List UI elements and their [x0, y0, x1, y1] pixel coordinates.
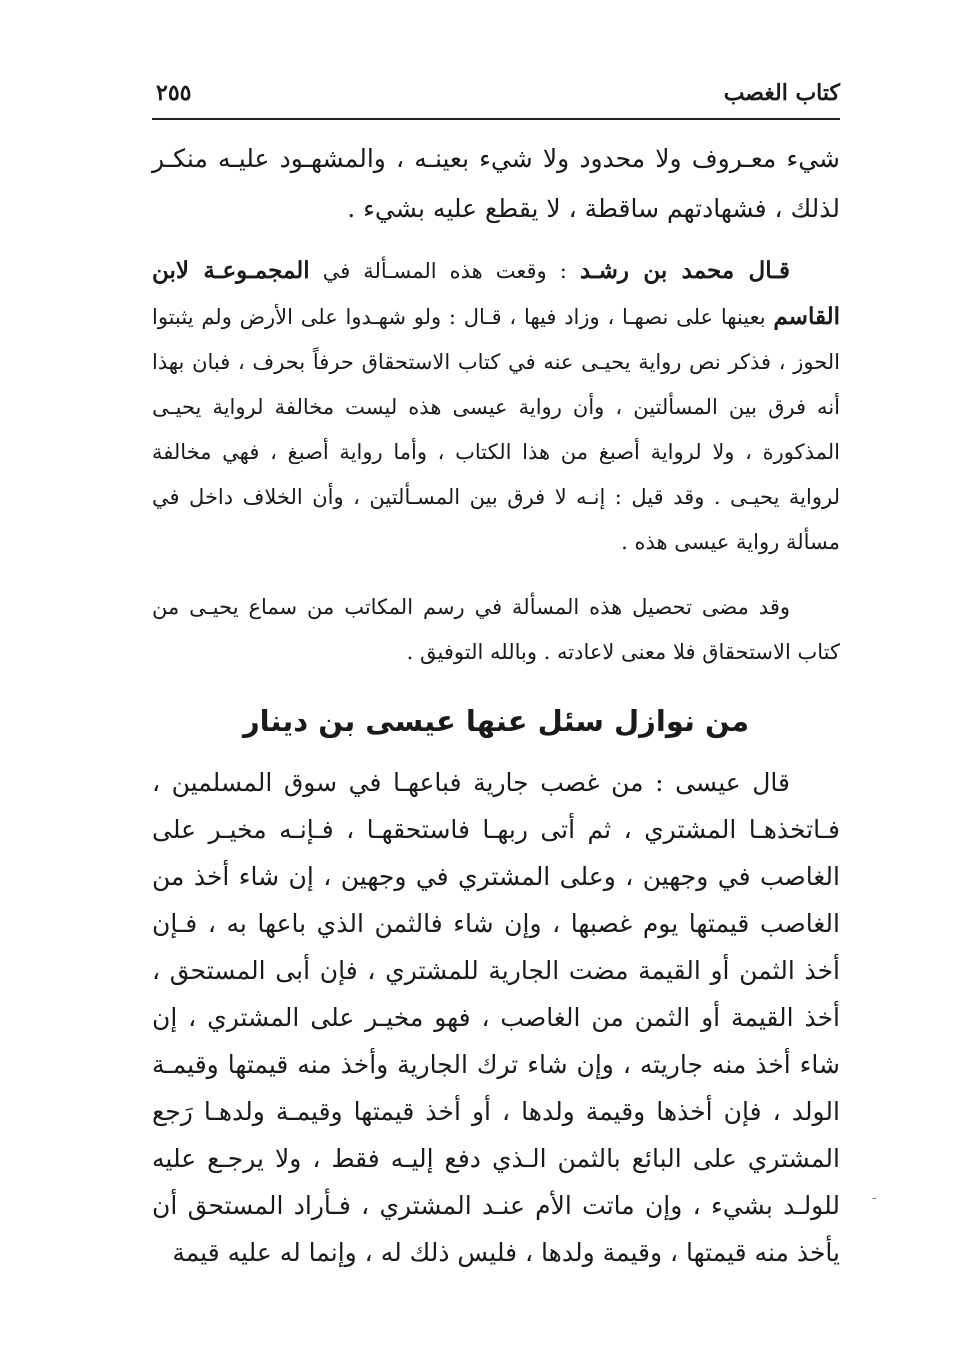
body-text	[152, 134, 840, 1276]
section-heading: من نوازل سئل عنها عيسى بن دينار	[242, 704, 750, 738]
paragraph-2-text-a: : وقعت هذه المسـألة في	[309, 259, 580, 283]
running-title: كتاب الغصب	[723, 80, 840, 106]
paragraph-5: قال عيسى : من غصب جارية فباعهـا في سوق المسلمين ، فـاتخذهـا المشتري ، ثم أتى ربهـا فاستحقهـا ، فـإنـه مخيـر على الغاصب في وجهين ، وعلى المشتري في وجهين ، إن شاء أخذ من الغاصب قيمتها يوم غصبها ، وإن شاء فالثمن الذي باعها به ، فـإن أخذ الثمن أو القيمة مضت الجارية للمشتري ، فإن أبى المستحق ، أخذ القيمة أو الثمن من الغاصب ، فهو مخيـر على المشتري ، إن شاء أخذ منه جاريته ، وإن شاء ترك الجارية وأخذ منه قيمتها وقيمـة الولد ، فإن أخذها وقيمة ولدها ، أو أخذ قيمتها وقيمـة ولدهـا رَجع المشتري على البائع بالثمن الـذي دفع إليـه فقط ، ولا يرجـع عليه للولـد بشيء ، وإن ماتت الأم عنـد المشتري ، فـأراد المستحق أن يأخذ منه قيمتها ، وقيمة ولدها ، فليس ذلك له ، وإنما له عليه قيمة	[152, 768, 840, 1267]
page-number: ٢٥٥	[156, 80, 192, 106]
paragraph-3: وقد مضى تحصيل هذه المسألة في رسم المكاتب من سماع يحيـى من كتاب الاستحقاق فلا معنى لاعادته . وبالله التوفيق .	[152, 595, 840, 664]
margin-mark: -	[872, 1190, 877, 1206]
speaker-name: قـال محمد بن رشـد	[579, 257, 791, 284]
paragraph-2	[152, 248, 840, 565]
paragraph-2-text-b: بعينها على نصهـا ، وزاد فيها ، قـال : ولو شهـدوا على الأرض ولم يثبتوا الحوز ، فذكر نص رواية يحيـى عنه في كتاب الاستحقاق حرفاً بحرف ، فبان بهذا أنه فرق بين المسألتين ، وأن رواية عيسى هذه ليست مخالفة لرواية يحيـى المذكورة ، ولا لرواية أصبغ من هذا الكتاب ، وأما رواية أصبغ ، فهي مخالفة لرواية يحيـى . وقد قيل : إنـه لا فرق بين المسـألتين ، وأن الخلاف داخل في مسألة رواية عيسى هذه .	[152, 305, 840, 554]
paragraph-1: شيء معـروف ولا محدود ولا شيء بعينـه ، والمشهـود عليـه منكـر لذلك ، فشهادتهم ساقطة ، لا يقطع عليه بشيء .	[152, 144, 840, 223]
header-rule	[152, 118, 840, 120]
page-header	[152, 78, 840, 118]
source-title: المجمـوعـة لابن القاسم	[152, 257, 840, 330]
